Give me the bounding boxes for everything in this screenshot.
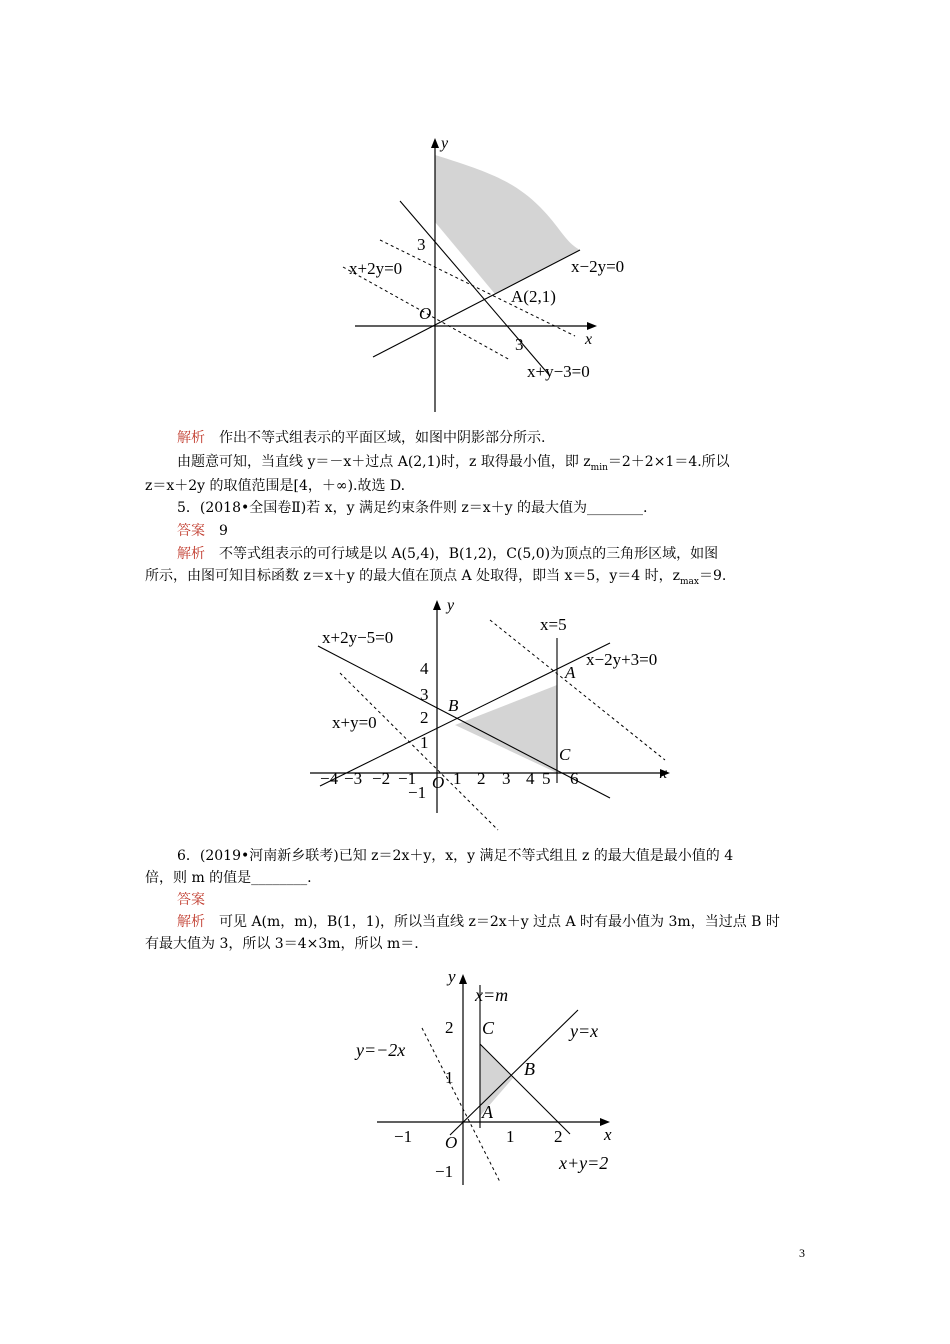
fig3-tick-x-minus-1: −1 bbox=[394, 1127, 413, 1146]
fig2-tick-y-4: 4 bbox=[420, 659, 429, 678]
page-number: 3 bbox=[799, 1246, 805, 1260]
answer-value: 9 bbox=[205, 523, 228, 539]
text1-line-7-main: 所示，由图可知目标函数 z＝x＋y 的最大值在顶点 A 处取得，即当 x＝5，y＝4 时，z bbox=[145, 568, 680, 584]
analysis-tag-3: 解析 bbox=[177, 914, 205, 930]
fig2-axis-x-label: x bbox=[660, 765, 668, 782]
text1-line-7-sub: max bbox=[680, 576, 699, 587]
fig3-point-a-label: A bbox=[482, 1102, 493, 1122]
text1-line-2 bbox=[177, 452, 730, 478]
answer-tag: 答案 bbox=[177, 523, 205, 539]
fig2-point-b-label: B bbox=[448, 696, 459, 715]
fig2-tick-x-minus-1: −1 bbox=[398, 769, 417, 788]
fig1-line-label-x-minus-2y: x−2y=0 bbox=[571, 257, 625, 276]
fig3-axis-x-label: x bbox=[604, 1125, 612, 1144]
fig3-tick-x-2: 2 bbox=[554, 1127, 563, 1146]
fig2-tick-x-1: 1 bbox=[453, 769, 462, 788]
fig3-label-x-plus-y-eq-2: x+y=2 bbox=[559, 1153, 609, 1173]
answer-tag-2: 答案 bbox=[177, 892, 205, 908]
fig2-point-c-label: C bbox=[559, 745, 571, 764]
fig3-point-b-label: B bbox=[524, 1059, 535, 1079]
fig2-label-x-plus-2y-minus-5: x+2y−5=0 bbox=[322, 628, 394, 647]
fig2-axis-y-label: y bbox=[447, 597, 455, 614]
fig2-tick-x-2: 2 bbox=[477, 769, 486, 788]
fig2-tick-x-minus-2: −2 bbox=[372, 769, 391, 788]
fig1-tick-x-3: 3 bbox=[515, 335, 524, 354]
answer-line-2 bbox=[177, 890, 205, 910]
fig2-tick-x-5: 5 bbox=[542, 769, 551, 788]
fig2-tick-y-3: 3 bbox=[420, 685, 429, 704]
fig2-point-a-label: A bbox=[565, 663, 576, 682]
analysis-tag-2: 解析 bbox=[177, 546, 205, 562]
fig2-tick-x-3: 3 bbox=[502, 769, 511, 788]
fig1-line-label-x-plus-2y: x+2y=0 bbox=[349, 259, 403, 278]
fig3-origin-label: O bbox=[445, 1133, 458, 1152]
fig2-tick-y-1: 1 bbox=[420, 733, 429, 752]
fig2-tick-x-minus-4: −4 bbox=[320, 769, 339, 788]
text1-line-6 bbox=[177, 544, 718, 564]
fig3-label-y-eq-x: y=x bbox=[570, 1021, 599, 1041]
fig2-label-x-minus-2y-plus-3: x−2y+3=0 bbox=[586, 650, 658, 669]
fig1-axis-x-label: x bbox=[585, 331, 593, 348]
fig2-label-x-plus-y: x+y=0 bbox=[332, 713, 377, 732]
fig3-label-x-eq-m: x=m bbox=[475, 985, 509, 1005]
figure-2 bbox=[300, 588, 685, 836]
text1-line-3: z＝x＋2y 的取值范围是[4，＋∞).故选 D. bbox=[145, 478, 406, 494]
fig1-line-label-x-plus-y-minus-3: x+y−3=0 bbox=[527, 362, 590, 381]
answer-line bbox=[177, 521, 228, 541]
text2-line-4 bbox=[177, 912, 780, 932]
figure-3 bbox=[342, 960, 642, 1200]
analysis-text-3: 可见 A(m，m)，B(1，1)，所以当直线 z＝2x＋y 过点 A 时有最小值为 3m，当过点 B 时 bbox=[205, 914, 780, 930]
text2-line-5: 有最大值为 3，所以 3＝4×3m，所以 m＝. bbox=[145, 936, 419, 952]
fig2-origin-label: O bbox=[432, 773, 445, 792]
analysis-text: 作出不等式组表示的平面区域，如图中阴影部分所示. bbox=[205, 430, 546, 446]
fig3-tick-y-minus-1: −1 bbox=[435, 1162, 454, 1181]
question-6: 6．(2019•河南新乡联考)已知 z＝2x＋y，x，y 满足不等式组且 z 的最大值是最小值的 4 bbox=[177, 848, 734, 864]
fig1-axis-y-label: y bbox=[441, 135, 449, 152]
text1-line-1 bbox=[177, 428, 545, 448]
fig2-tick-y-minus-1: −1 bbox=[408, 783, 427, 802]
fig3-tick-y-1: 1 bbox=[445, 1068, 454, 1087]
question-5: 5．(2018•全国卷Ⅱ)若 x，y 满足约束条件则 z＝x＋y 的最大值为________. bbox=[177, 500, 648, 516]
fig1-tick-y-3: 3 bbox=[417, 235, 426, 254]
fig2-tick-x-4: 4 bbox=[526, 769, 535, 788]
text1-line-2-sub: min bbox=[590, 462, 608, 473]
question-6-cont: 倍，则 m 的值是________. bbox=[145, 870, 312, 886]
text1-line-2-tail: ＝2＋2×1＝4.所以 bbox=[607, 454, 730, 470]
fig3-axis-y-label: y bbox=[448, 967, 456, 986]
text-block-2 bbox=[145, 846, 825, 956]
fig1-origin-label: O bbox=[419, 304, 432, 323]
fig2-tick-y-2: 2 bbox=[420, 708, 429, 727]
fig3-label-y-eq-neg2x: y=−2x bbox=[356, 1040, 406, 1060]
figure-1 bbox=[335, 122, 650, 422]
fig1-point-a-label: A(2,1) bbox=[511, 287, 556, 306]
text1-line-7-tail: ＝9. bbox=[698, 568, 727, 584]
text1-line-2-main: 由题意可知，当直线 y＝－x＋过点 A(2,1)时，z 取得最小值，即 z bbox=[177, 454, 591, 470]
text-block-1 bbox=[145, 428, 825, 587]
analysis-tag: 解析 bbox=[177, 430, 205, 446]
fig3-tick-y-2: 2 bbox=[445, 1018, 454, 1037]
fig3-point-c-label: C bbox=[482, 1018, 495, 1038]
fig2-label-x-eq-5: x=5 bbox=[540, 615, 567, 634]
fig2-tick-x-6: 6 bbox=[570, 769, 579, 788]
fig3-tick-x-1: 1 bbox=[506, 1127, 515, 1146]
fig2-tick-x-minus-3: −3 bbox=[344, 769, 363, 788]
analysis-text-2: 不等式组表示的可行域是以 A(5,4)，B(1,2)，C(5,0)为顶点的三角形区域，如图 bbox=[205, 546, 719, 562]
